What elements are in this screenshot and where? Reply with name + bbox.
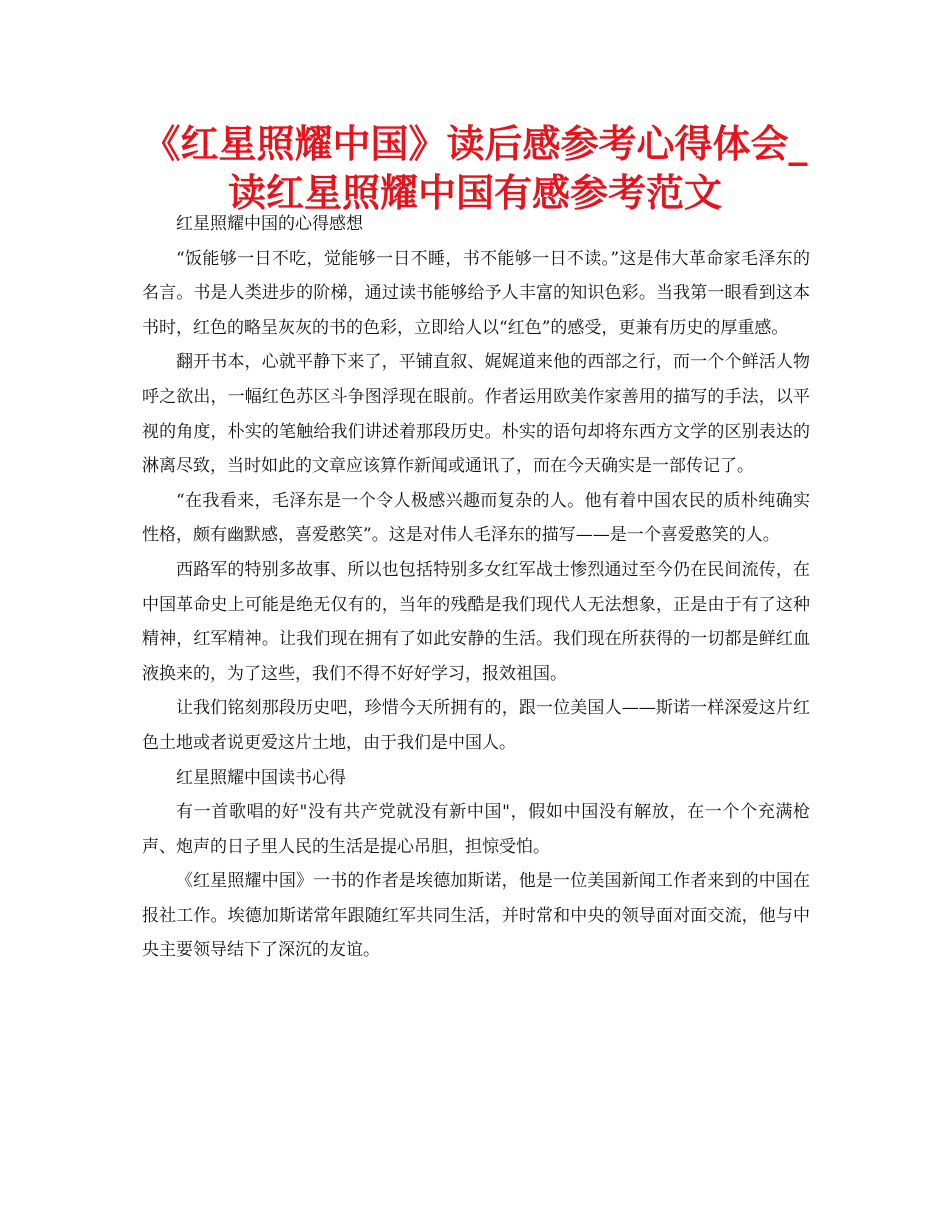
- paragraph-6: 有一首歌唱的好"没有共产党就没有新中国"，假如中国没有解放，在一个个充满枪声、炮声的日子里人民的生活是提心吊胆，担惊受怕。: [142, 802, 810, 857]
- paragraph-3: “在我看来，毛泽东是一个令人极感兴趣而复杂的人。他有着中国农民的质朴纯确实性格，颇有幽默感，喜爱憨笑”。这是对伟人毛泽东的描写——是一个喜爱憨笑的人。: [142, 490, 810, 546]
- paragraph-2: 翻开书本，心就平静下来了，平铺直叙、娓娓道来他的西部之行，而一个个鲜活人物呼之欲出，一幅红色苏区斗争图浮现在眼前。作者运用欧美作家善用的描写的手法，以平视的角度，朴实的笔触给我们讲述着那段历史。朴实的语句却将东西方文学的区别表达的淋离尽致，当时如此的文章应该算作新闻或通讯了，而在今天确实是一部传记了。: [142, 352, 810, 477]
- paragraph-7: 《红星照耀中国》一书的作者是埃德加斯诺，他是一位美国新闻工作者来到的中国在报社工作。埃德加斯诺常年跟随红军共同生活，并时常和中央的领导面对面交流，他与中央主要领导结下了深沉的友谊。: [142, 871, 810, 961]
- paragraph-4: 西路军的特别多故事、所以也包括特别多女红军战士惨烈通过至今仍在民间流传，在中国革命史上可能是绝无仅有的，当年的残酷是我们现代人无法想象，正是由于有了这种精神，红军精神。让我们现在拥有了如此安静的生活。我们现在所获得的一切都是鲜红血液换来的，为了这些，我们不得不好好学习，报效祖国。: [142, 559, 810, 684]
- section-heading-2: 红星照耀中国读书心得: [176, 767, 346, 788]
- paragraph-1: “饭能够一日不吃，觉能够一日不睡，书不能够一日不读。”这是伟大革命家毛泽东的名言。书是人类进步的阶梯，通过读书能够给予人丰富的知识色彩。当我第一眼看到这本书时，红色的略呈灰灰的书的色彩，立即给人以“红色”的感受，更兼有历史的厚重感。: [142, 248, 810, 338]
- paragraph-5: 让我们铭刻那段历史吧，珍惜今天所拥有的，跟一位美国人——斯诺一样深爱这片红色土地或者说更爱这片土地，由于我们是中国人。: [142, 698, 810, 753]
- document-title: 《红星照耀中国》读后感参考心得体会_读红星照耀中国有感参考范文: [142, 122, 808, 215]
- section-heading-1: 红星照耀中国的心得感想: [176, 214, 363, 234]
- document-body: [142, 207, 810, 968]
